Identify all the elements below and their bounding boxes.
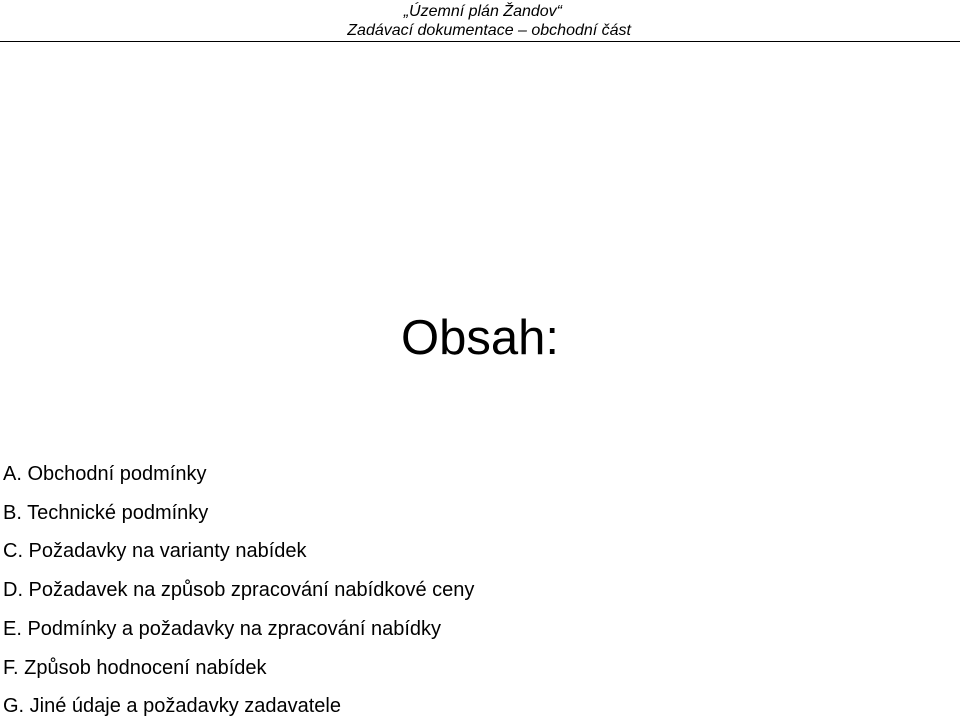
header-project-title: „Územní plán Žandov“ xyxy=(403,3,562,20)
page-title: Obsah: xyxy=(401,311,559,365)
toc-item-c: C. Požadavky na varianty nabídek xyxy=(3,540,307,563)
table-of-contents xyxy=(3,455,474,726)
toc-item-g: G. Jiné údaje a požadavky zadavatele xyxy=(3,695,341,718)
toc-item-b: B. Technické podmínky xyxy=(3,501,209,524)
header-divider xyxy=(0,41,960,42)
header-document-subtitle: Zadávací dokumentace – obchodní část xyxy=(347,22,631,39)
toc-item-a: A. Obchodní podmínky xyxy=(3,463,207,485)
page-header xyxy=(0,0,960,43)
toc-item-e: E. Podmínky a požadavky na zpracování nabídky xyxy=(3,617,442,640)
toc-item-d: D. Požadavek na způsob zpracování nabídkové ceny xyxy=(3,579,475,602)
toc-item-f: F. Způsob hodnocení nabídek xyxy=(3,656,267,679)
